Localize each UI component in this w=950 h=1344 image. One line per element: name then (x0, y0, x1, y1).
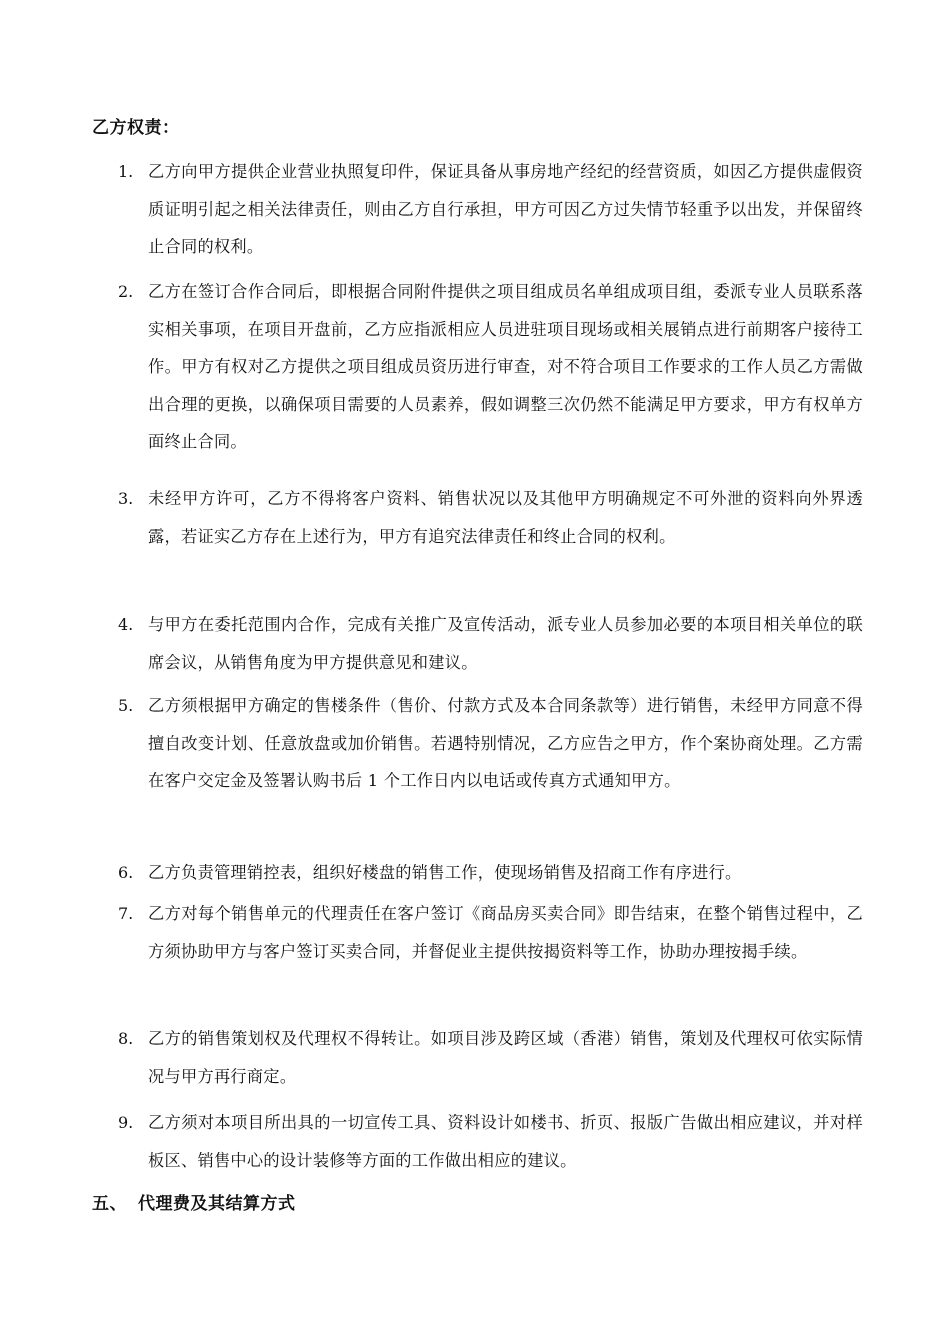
list-item-3 (118, 480, 863, 555)
item-number: 8. (118, 1029, 134, 1048)
list-item-7 (118, 895, 863, 970)
item-text: 乙方须对本项目所出具的一切宣传工具、资料设计如楼书、折页、报版广告做出相应建议，并对样板区、销售中心的设计装修等方面的工作做出相应的建议。 (148, 1113, 863, 1170)
list-item-4 (118, 606, 863, 681)
section-title: 代理费及其结算方式 (138, 1194, 296, 1214)
item-number: 3. (118, 489, 134, 508)
item-number: 7. (118, 904, 134, 923)
item-text: 乙方的销售策划权及代理权不得转让。如项目涉及跨区域（香港）销售，策划及代理权可依实际情况与甲方再行商定。 (148, 1029, 863, 1086)
heading-party-b-rights: 乙方权责： (92, 118, 180, 138)
list-item-6 (118, 854, 863, 892)
item-number: 5. (118, 696, 134, 715)
section-number: 五、 (92, 1194, 127, 1214)
item-number: 9. (118, 1113, 134, 1132)
item-text: 乙方在签订合作合同后，即根据合同附件提供之项目组成员名单组成项目组，委派专业人员联系落实相关事项，在项目开盘前，乙方应指派相应人员进驻项目现场或相关展销点进行前期客户接待工作。甲方有权对乙方提供之项目组成员资历进行审查，对不符合项目工作要求的工作人员乙方需做出合理的更换，以确保项目需要的人员素养，假如调整三次仍然不能满足甲方要求，甲方有权单方面终止合同。 (148, 282, 863, 451)
item-text: 与甲方在委托范围内合作，完成有关推广及宣传活动，派专业人员参加必要的本项目相关单位的联席会议，从销售角度为甲方提供意见和建议。 (148, 615, 863, 672)
item-text: 乙方须根据甲方确定的售楼条件（售价、付款方式及本合同条款等）进行销售，未经甲方同意不得擅自改变计划、任意放盘或加价销售。若遇特别情况，乙方应告之甲方，作个案协商处理。乙方需在客户交定金及签署认购书后 1 个工作日内以电话或传真方式通知甲方。 (148, 696, 863, 790)
list-item-8 (118, 1020, 863, 1095)
item-text: 乙方对每个销售单元的代理责任在客户签订《商品房买卖合同》即告结束，在整个销售过程中，乙方须协助甲方与客户签订买卖合同，并督促业主提供按揭资料等工作，协助办理按揭手续。 (148, 904, 863, 961)
item-number: 4. (118, 615, 134, 634)
item-text: 乙方负责管理销控表，组织好楼盘的销售工作，使现场销售及招商工作有序进行。 (148, 863, 742, 882)
section-heading-agency-fee (92, 1192, 296, 1216)
list-item-2 (118, 273, 863, 461)
list-item-1 (118, 153, 863, 266)
list-item-5 (118, 687, 863, 800)
item-number: 2. (118, 282, 134, 301)
item-number: 1. (118, 162, 134, 181)
item-text: 乙方向甲方提供企业营业执照复印件，保证具备从事房地产经纪的经营资质，如因乙方提供虚假资质证明引起之相关法律责任，则由乙方自行承担，甲方可因乙方过失情节轻重予以出发，并保留终止合同的权利。 (148, 162, 863, 256)
item-number: 6. (118, 863, 134, 882)
item-text: 未经甲方许可，乙方不得将客户资料、销售状况以及其他甲方明确规定不可外泄的资料向外界透露，若证实乙方存在上述行为，甲方有追究法律责任和终止合同的权利。 (148, 489, 863, 546)
list-item-9 (118, 1104, 863, 1179)
